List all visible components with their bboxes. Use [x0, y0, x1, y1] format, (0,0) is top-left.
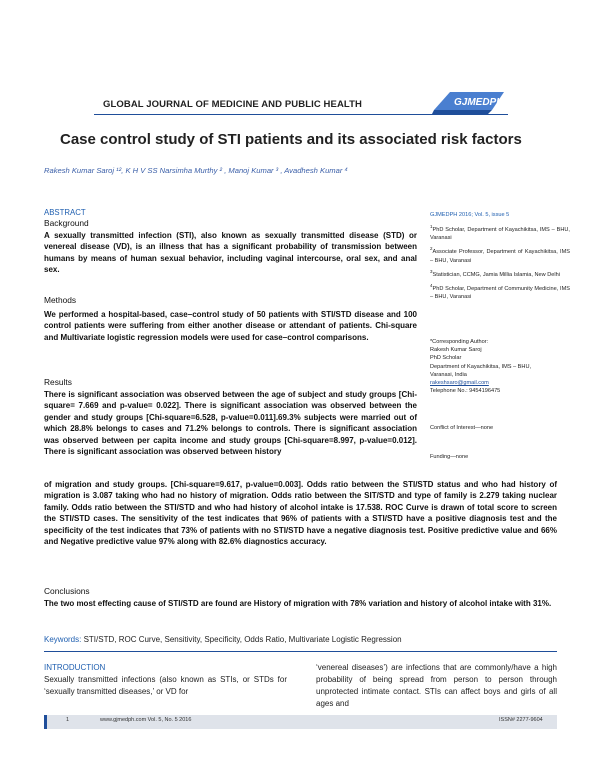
keywords-text: STI/STD, ROC Curve, Sensitivity, Specificity, Odds Ratio, Multivariate Logistic Regression	[81, 635, 402, 644]
keywords-rule	[44, 651, 557, 652]
conclusions-heading: Conclusions	[44, 586, 90, 596]
logo-text: GJMEDPH	[454, 97, 504, 108]
article-title: Case control study of STI patients and its associated risk factors	[60, 131, 522, 148]
header-rule	[94, 114, 508, 115]
corresponding-label: *Corresponding Author:	[430, 339, 489, 345]
affiliation-1-text: PhD Scholar, Department of Kayachikitsa, IMS – BHU, Varanasi	[430, 227, 570, 242]
email-link[interactable]: rakeshsaro@gmail.com	[430, 380, 489, 387]
background-text: A sexually transmitted infection (STI), also known as sexually transmitted disease (STD) or venereal disease (VD), is an illness that has a significant probability of transmission between humans by means of human sexual behavior, including vaginal intercourse, oral sex, and anal sex.	[44, 231, 417, 275]
results-text-wide: of migration and study groups. [Chi-square=9.617, p-value=0.003]. Odds ratio between the STI/STD status and who had history of migration is 3.087 taking who had no history of migration. Odds ratio between the SIT/STD and type of family is 2.279 taking nuclear family. Odds ratio between the STI/STD and who had history of alcohol intake is 17.538. ROC Curve is drawn of total score to screen the STI/STD cases. The sensitivity of the test indicates that 96% of patients with a STI/STD have a positive diagnosis test and the specificity of the test indicates that 73% of patients with no STI/STD have a negative diagnosis test. Positive predictive value and 66% and Negative predictive value 97% along with 82.6% diagnostics accuracy.	[44, 480, 557, 547]
affiliation-1	[430, 223, 570, 242]
funding: Funding—none	[430, 454, 469, 460]
introduction-col-2: ‘venereal diseases’) are infections that are commonly/have a high probability of being spread from person to person through unprotected intimate contact. STIs can affect boys and girls of all ages and	[316, 663, 557, 708]
citation: GJMEDPH 2016; Vol. 5, issue 5	[430, 212, 510, 218]
affiliation-3-text: Statistician, CCMG, Jamia Millia Islamia, New Delhi	[432, 271, 560, 278]
results-heading: Results	[44, 377, 72, 387]
affiliation-2-text: Associate Professor, Department of Kayachikitsa, IMS – BHU, Varanasi	[430, 249, 570, 264]
conflict-of-interest: Conflict of Interest—none	[430, 425, 494, 431]
author-list: Rakesh Kumar Saroj ¹², K H V SS Narsimha Murthy ² , Manoj Kumar ³ , Avadhesh Kumar ⁴	[44, 166, 348, 175]
affiliation-3	[430, 268, 570, 279]
background-heading: Background	[44, 218, 89, 228]
affiliation-2	[430, 245, 570, 264]
footer-issn: ISSN# 2277-9604	[499, 717, 543, 723]
affiliation-4	[430, 282, 570, 301]
sidebar	[430, 211, 570, 304]
journal-name: GLOBAL JOURNAL OF MEDICINE AND PUBLIC HEALTH	[103, 99, 362, 110]
conclusions-text: The two most effecting cause of STI/STD are found are History of migration with 78% variation and history of alcohol intake with 31%.	[44, 599, 552, 608]
corresponding-line-4: Varanasi, India	[430, 371, 467, 378]
introduction-col-1: Sexually transmitted infections (also known as STIs, or STDs for ‘sexually transmitted diseases,’ or VD for	[44, 675, 287, 696]
affiliation-4-text: PhD Scholar, Department of Community Medicine, IMS – BHU, Varanasi	[430, 285, 570, 300]
keywords-line	[44, 635, 402, 644]
footer-accent	[44, 715, 47, 729]
corresponding-line-1: Rakesh Kumar Saroj	[430, 347, 482, 354]
affiliation-2-num: 2	[430, 246, 433, 252]
footer-website[interactable]: www.gjmedph.com Vol. 5, No. 5 2016	[100, 717, 192, 723]
methods-text: We performed a hospital-based, case–control study of 50 patients with STI/STD disease and 100 control patients were suffering from either another disease or attendant of patients. Chi-square and Multivariate logistic regression models were used for case–control comparisons.	[44, 310, 417, 342]
affiliation-3-num: 3	[430, 268, 433, 274]
keywords-label: Keywords:	[44, 635, 82, 644]
corresponding-line-2: PhD Scholar	[430, 355, 462, 362]
methods-heading: Methods	[44, 295, 77, 305]
abstract-label: ABSTRACT	[44, 208, 86, 217]
results-text-narrow: There is significant association was observed between the age of subject and study groups [Chi-square= 7.669 and p-value= 0.022]. There is significant association was observed between the gender and study groups [Chi-square=6.528, p-value=0.011].69.3% subjects were married out of which 28.8% belongs to cases and 71.2% belongs to controls. There is significant association was observed between per capita income and study groups [Chi-square=8.997, p-value=0.012]. There is significant association was observed between history	[44, 390, 417, 457]
corresponding-author	[430, 338, 570, 395]
introduction-heading: INTRODUCTION	[44, 663, 106, 672]
affiliation-1-num: 1	[430, 224, 433, 230]
telephone: Telephone No.: 9454196475	[430, 388, 501, 395]
affiliation-4-num: 4	[430, 282, 433, 288]
page-number: 1	[66, 717, 70, 723]
corresponding-line-3: Department of Kayachikitsa, IMS – BHU,	[430, 363, 532, 370]
